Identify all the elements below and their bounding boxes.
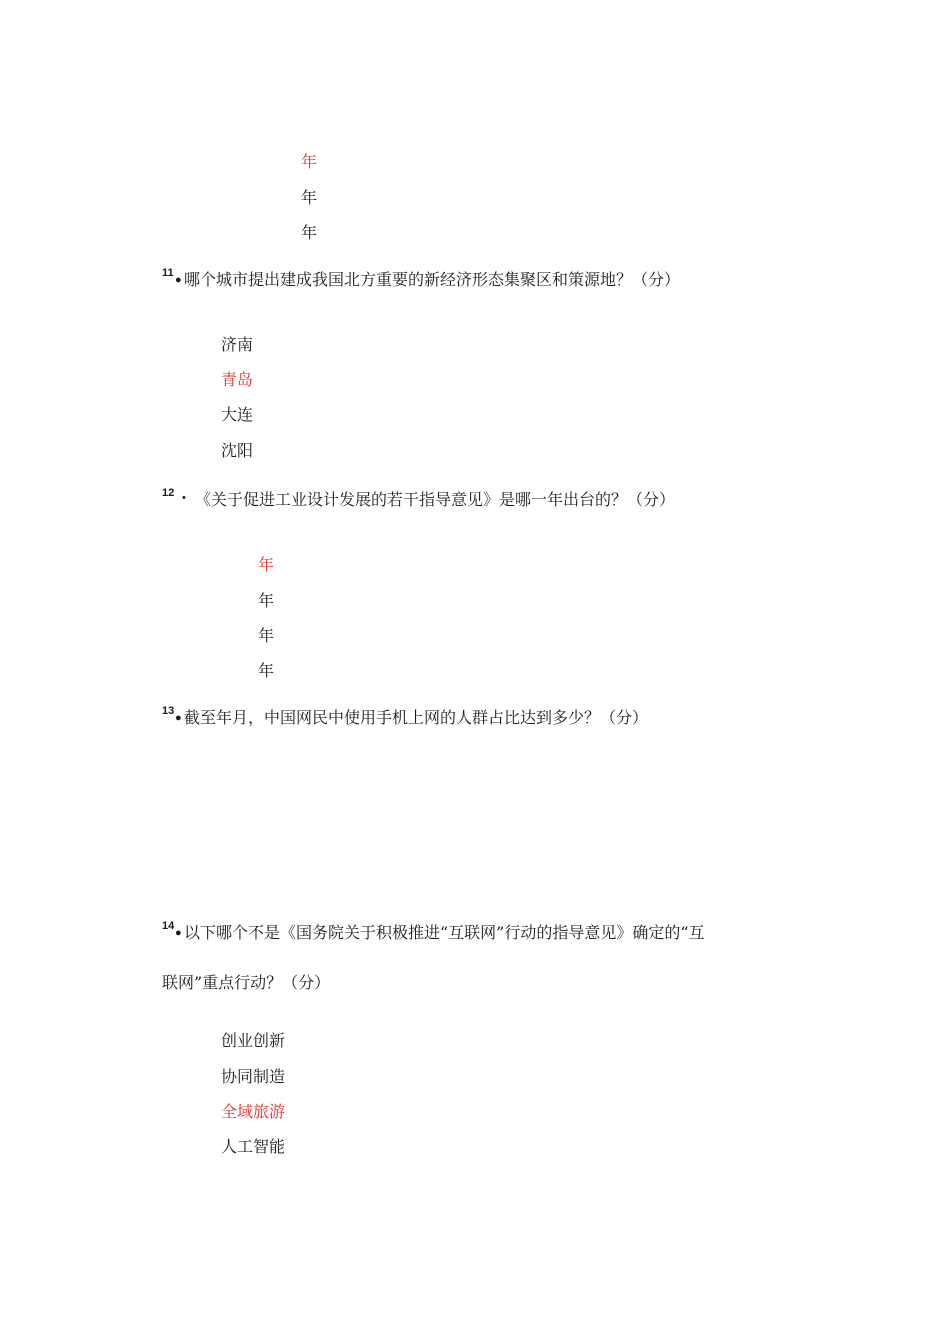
bullet-icon: ● bbox=[175, 274, 182, 286]
question-text-continued: 联网”重点行动？（分） bbox=[162, 973, 331, 992]
question-text: 截至年月，中国网民中使用手机上网的人群占比达到多少？（分） bbox=[184, 708, 649, 727]
bullet-icon: ● bbox=[175, 712, 182, 724]
option-item[interactable]: 大连 bbox=[221, 405, 254, 424]
bullet-icon: ● bbox=[175, 927, 182, 939]
option-item[interactable]: 年 bbox=[258, 661, 275, 680]
question-text: 哪个城市提出建成我国北方重要的新经济形态集聚区和策源地？（分） bbox=[184, 270, 681, 289]
option-item[interactable]: 青岛 bbox=[221, 370, 254, 389]
option-item[interactable]: 年 bbox=[258, 591, 275, 610]
option-item[interactable]: 济南 bbox=[221, 335, 254, 354]
option-item[interactable]: 年 bbox=[301, 188, 318, 207]
option-item[interactable]: 年 bbox=[301, 152, 318, 171]
option-item[interactable]: 年 bbox=[258, 555, 275, 574]
question-number: 11 bbox=[162, 267, 174, 279]
option-item[interactable]: 沈阳 bbox=[221, 441, 254, 460]
option-item[interactable]: 人工智能 bbox=[221, 1137, 286, 1156]
option-item[interactable]: 协同制造 bbox=[221, 1067, 286, 1086]
option-item[interactable]: 创业创新 bbox=[221, 1031, 286, 1050]
option-item[interactable]: 年 bbox=[301, 223, 318, 242]
option-item[interactable]: 年 bbox=[258, 626, 275, 645]
option-item[interactable]: 全域旅游 bbox=[221, 1102, 286, 1121]
question-number: 13 bbox=[162, 705, 175, 717]
bullet-icon: • bbox=[182, 492, 186, 504]
question-number: 12 bbox=[162, 487, 175, 499]
question-text: 《关于促进工业设计发展的若干指导意见》是哪一年出台的？（分） bbox=[195, 490, 676, 509]
question-number: 14 bbox=[162, 920, 175, 932]
question-text: 以下哪个不是《国务院关于积极推进“互联网”行动的指导意见》确定的“互 bbox=[184, 923, 705, 942]
